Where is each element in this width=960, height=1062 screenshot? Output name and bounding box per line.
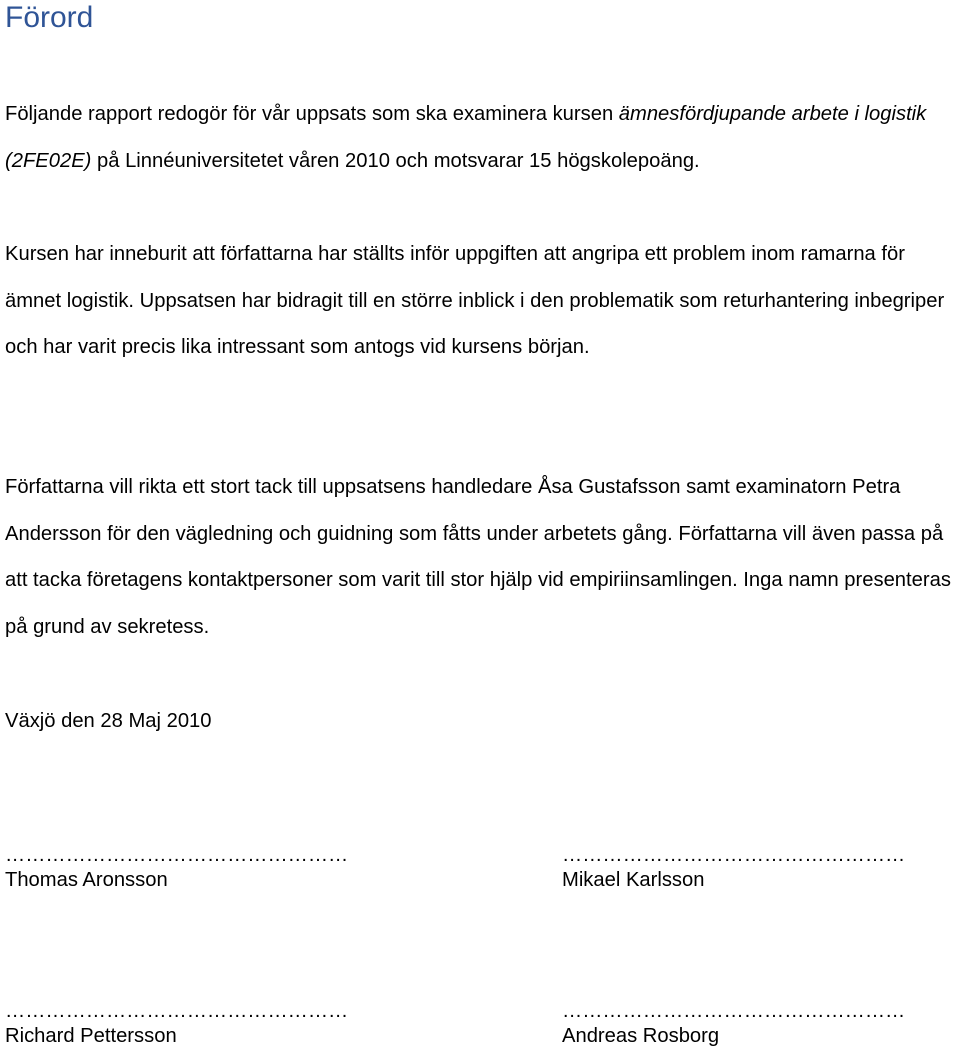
signature-line: …………………………………………… xyxy=(562,844,906,866)
paragraph-intro-end: på Linnéuniversitetet våren 2010 och motsvarar 15 högskolepoäng. xyxy=(91,149,700,172)
signature-block xyxy=(562,844,905,894)
signature-line: …………………………………………… xyxy=(5,844,349,866)
signature-name: Thomas Aronsson xyxy=(5,869,168,891)
signature-name: Mikael Karlsson xyxy=(562,869,705,891)
signature-name: Richard Pettersson xyxy=(5,1025,177,1047)
paragraph-intro-start: Följande rapport redogör för vår uppsats som ska examinera kursen xyxy=(5,103,619,125)
place-date: Växjö den 28 Maj 2010 xyxy=(5,710,212,732)
page-title: Förord xyxy=(5,1,94,34)
signature-name: Andreas Rosborg xyxy=(562,1025,720,1047)
signature-line: …………………………………………… xyxy=(562,1000,906,1022)
paragraph-intro xyxy=(5,91,955,184)
paragraph-acknowledgements: Författarna vill rikta ett stort tack till uppsatsens handledare Åsa Gustafsson samt examinatorn Petra Andersson för den vägledning och guidning som fåtts under arbetets gång. Författarna vill även passa på att tacka företagens kontaktpersoner som varit till stor hjälp vid empiriinsamlingen. Inga namn presenteras på grund av sekretess. xyxy=(5,476,951,639)
signature-line: …………………………………………… xyxy=(5,1000,349,1022)
paragraph-course: Kursen har inneburit att författarna har ställts inför uppgiften att angripa ett problem inom ramarna för ämnet logistik. Uppsatsen har bidragit till en större inblick i den problematik som returhantering inbegriper och har varit precis lika intressant som antogs vid kursens början. xyxy=(5,243,945,359)
signature-block xyxy=(5,1000,348,1050)
signature-block xyxy=(562,1000,905,1050)
course-name: ämnesfördjupande arbete i logistik (2FE02E) xyxy=(5,103,927,172)
signature-block xyxy=(5,844,348,894)
